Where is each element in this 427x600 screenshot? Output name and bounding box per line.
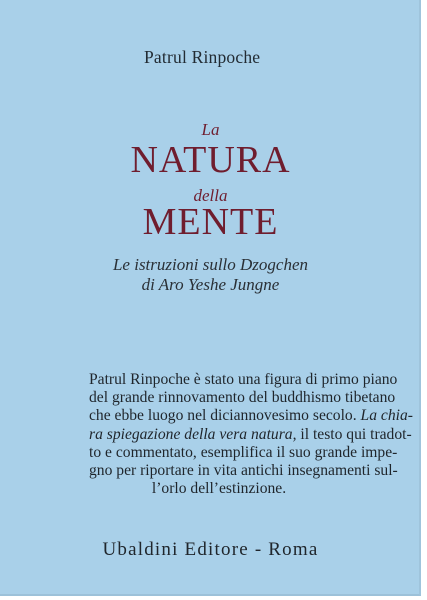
description-line-4-italic: ra spiegazione della vera natura, bbox=[89, 425, 297, 443]
description-paragraph bbox=[89, 371, 413, 498]
subtitle-line-2: di Aro Yeshe Jungne bbox=[141, 275, 280, 294]
description-line-2: del grande rinnovamento del buddhismo tibetano bbox=[89, 389, 396, 407]
description-line-4-roman: il testo qui tradot- bbox=[300, 425, 412, 443]
publisher-name: Ubaldini Editore - Roma bbox=[102, 539, 319, 560]
author-name: Patrul Rinpoche bbox=[144, 47, 261, 67]
description-line-4 bbox=[89, 425, 412, 444]
title-della: della bbox=[193, 186, 228, 205]
description-line-3 bbox=[89, 407, 413, 425]
description-line-3-italic: La chia- bbox=[360, 407, 413, 425]
title-natura: NATURA bbox=[130, 139, 291, 181]
description-line-7: l’orlo dell’estinzione. bbox=[151, 480, 287, 498]
description-line-3-roman: che ebbe luogo nel diciannovesimo secolo. bbox=[89, 407, 357, 425]
description-line-5: to e commentato, esemplifica il suo grande impe- bbox=[89, 443, 398, 461]
title-la: La bbox=[201, 120, 220, 139]
description-line-6: gno per riportare in vita antichi insegnamenti sul- bbox=[89, 462, 398, 480]
description-line-1: Patrul Rinpoche è stato una figura di primo piano bbox=[89, 371, 398, 388]
title-mente: MENTE bbox=[142, 201, 279, 243]
subtitle-line-1: Le istruzioni sullo Dzogchen bbox=[112, 255, 309, 274]
